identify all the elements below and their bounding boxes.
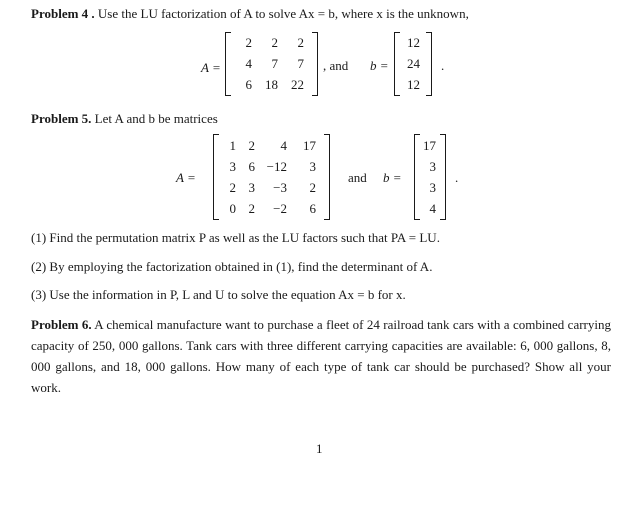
problem5-A-cell: 3: [309, 159, 316, 174]
problem5-A-cell: 3: [229, 159, 236, 174]
problem5-A-cell: 6: [248, 159, 255, 174]
problem5-A-right-bracket: [324, 134, 330, 220]
problem5-b-cell: 3: [429, 159, 436, 174]
problem5-b-cell: 3: [429, 180, 436, 195]
problem5-A-cell: 2: [229, 180, 236, 195]
problem5-b-cell: 4: [429, 201, 436, 216]
problem5-A-cell: 2: [248, 201, 255, 216]
problem5-A-cell: 0: [229, 201, 236, 216]
problem4-statement: [31, 6, 469, 22]
problem4-b-label: b =: [370, 58, 389, 73]
problem4-A-cell: 2: [271, 35, 278, 50]
problem5-A-cell: −3: [273, 180, 287, 195]
problem5-A-cell: 17: [303, 138, 316, 153]
problem5-b-label: b =: [383, 170, 402, 185]
problem4-and: , and: [323, 58, 349, 73]
problem5-A-cell: 6: [309, 201, 316, 216]
problem5-question-2: (2) By employing the factorization obtained in (1), find the determinant of A.: [31, 259, 433, 274]
problem4-A-right-bracket: [312, 32, 318, 96]
problem4-A-label: A =: [201, 60, 221, 75]
problem5-and: and: [348, 170, 367, 185]
problem4-A-cell: 4: [245, 56, 252, 71]
problem5-question-1: (1) Find the permutation matrix P as well as the LU factors such that PA = LU.: [31, 230, 440, 245]
problem4-A-cell: 2: [245, 35, 252, 50]
problem5-A-cell: 4: [280, 138, 287, 153]
problem5-label: Problem 5.: [31, 111, 92, 126]
problem5-text: Let A and b be matrices: [94, 111, 218, 126]
problem6-label: Problem 6.: [31, 317, 92, 332]
problem5-b-right-bracket: [440, 134, 446, 220]
problem5-A-cell: −12: [266, 159, 287, 174]
problem4-b-cell: 12: [407, 77, 420, 92]
page-number: 1: [316, 441, 323, 456]
problem5-b-cell: 17: [423, 138, 436, 153]
problem4-b-cell: 12: [407, 35, 420, 50]
problem5-A-label: A =: [176, 170, 196, 185]
problem5-A-cell: 3: [248, 180, 255, 195]
problem4-text: Use the LU factorization of A to solve Ax = b, where x is the unknown,: [97, 6, 469, 21]
problem4-A-cell: 6: [245, 77, 252, 92]
problem5-question-3: (3) Use the information in P, L and U to solve the equation Ax = b for x.: [31, 287, 406, 302]
problem4-A-cell: 7: [297, 56, 304, 71]
problem4-b-cell: 24: [407, 56, 420, 71]
problem5-A-cell: 2: [248, 138, 255, 153]
problem4-A-cell: 2: [297, 35, 304, 50]
problem5-A-cell: −2: [273, 201, 287, 216]
problem6-text: A chemical manufacture want to purchase a fleet of 24 railroad tank cars with a combined carrying capacity of 250, 000 gallons. Tank cars with three different carrying capacities are available: 6, 000 gallons, 8, 000 gallons, and 18, 000 gallons. How many of each type of tank car should be purchased? Show all your work.: [31, 317, 611, 395]
problem4-A-cell: 18: [265, 77, 278, 92]
problem4-A-cell: 7: [271, 56, 278, 71]
problem4-b-right-bracket: [426, 32, 432, 96]
problem4-A-cell: 22: [291, 77, 304, 92]
problem4-period: .: [441, 58, 445, 73]
problem4-label: Problem 4 .: [31, 6, 95, 21]
problem5-period: .: [455, 170, 459, 185]
problem5-A-cell: 1: [229, 138, 236, 153]
problem6-statement: [31, 314, 611, 398]
problem5-statement: [31, 111, 218, 127]
problem5-A-cell: 2: [309, 180, 316, 195]
